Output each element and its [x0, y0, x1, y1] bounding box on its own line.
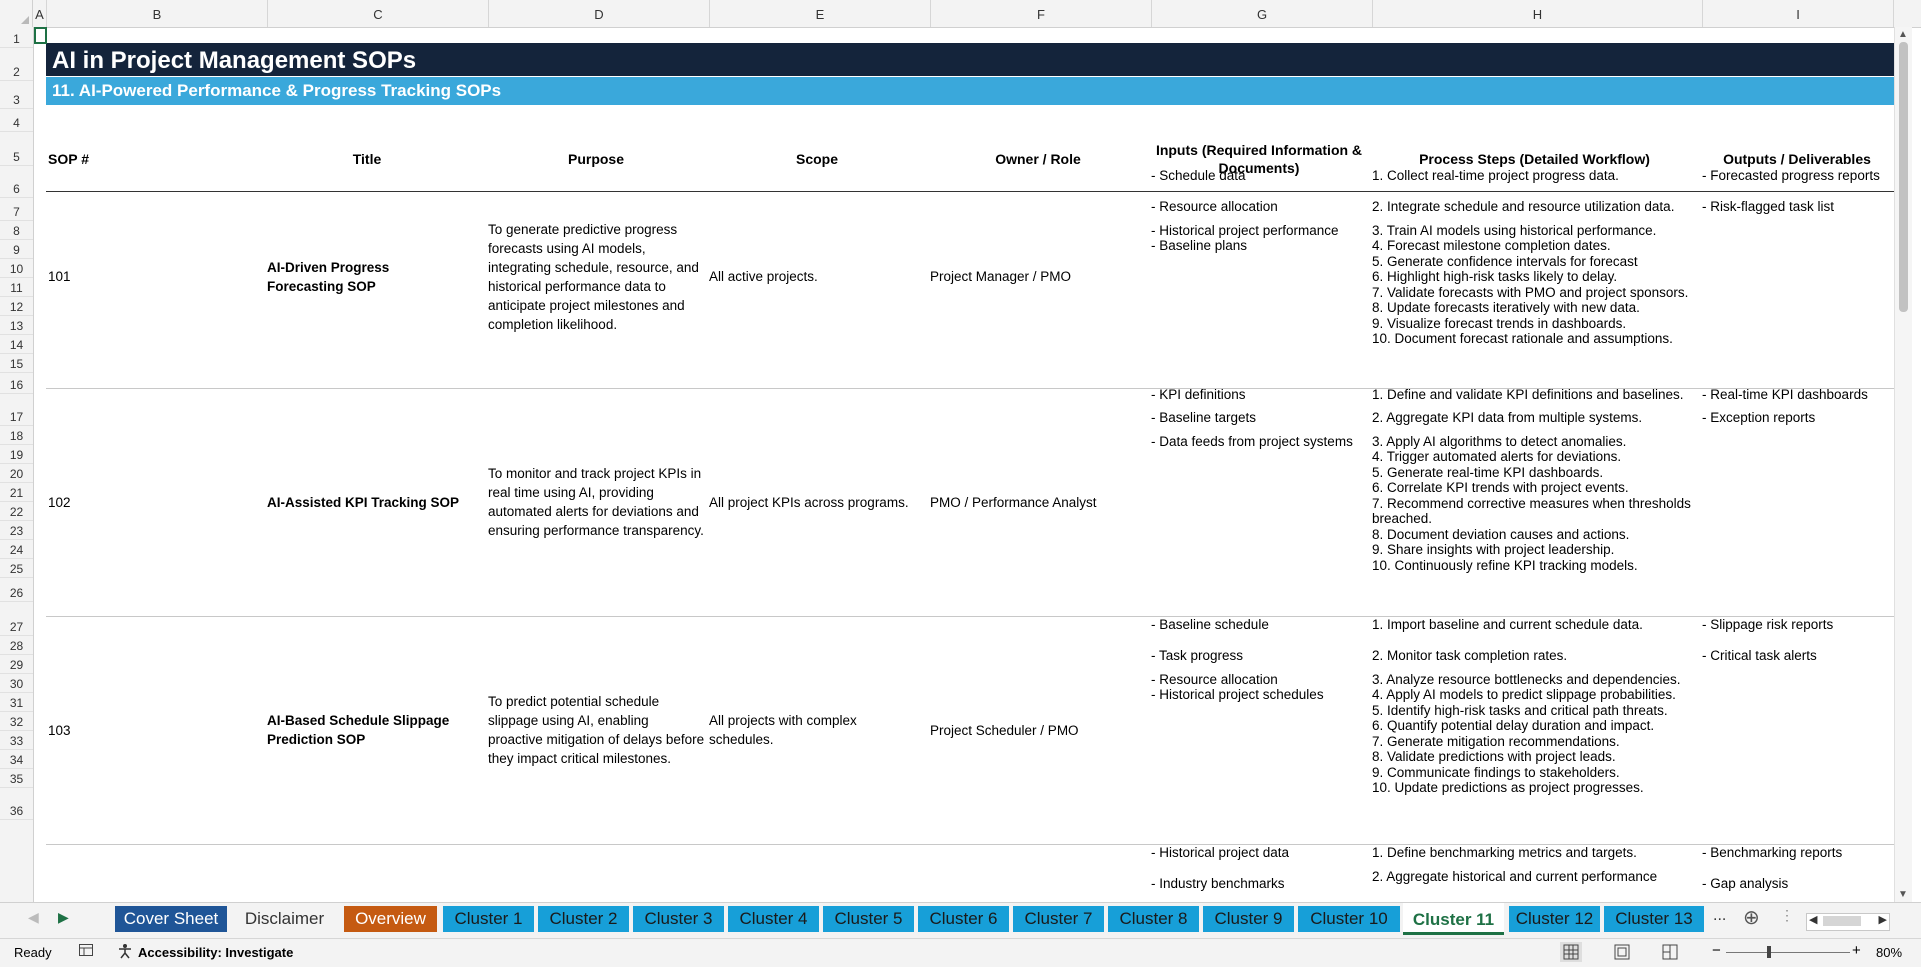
sop-number-cell[interactable]: 103: [48, 722, 71, 738]
sop-outputs-item: - Risk-flagged task list: [1702, 199, 1835, 214]
row-header-24[interactable]: 24: [0, 540, 33, 559]
sop-steps-item: 5. Generate confidence intervals for forecast: [1372, 254, 1638, 269]
accessibility-icon[interactable]: [116, 943, 134, 962]
col-header-b[interactable]: B: [47, 0, 268, 27]
sop-row: [46, 388, 1894, 617]
zoom-level[interactable]: 80%: [1876, 945, 1903, 960]
row-header-19[interactable]: 19: [0, 445, 33, 464]
sop-steps-item: 7. Generate mitigation recommendations.: [1372, 734, 1620, 749]
sop-inputs-item: - Task progress: [1151, 648, 1244, 663]
sheet-tab-cluster-13[interactable]: Cluster 13: [1604, 906, 1704, 932]
sop-title-cell[interactable]: AI-Assisted KPI Tracking SOP: [267, 494, 460, 510]
row-header-23[interactable]: 23: [0, 521, 33, 540]
sop-steps-item: 6. Highlight high-risk tasks likely to delay.: [1372, 269, 1618, 284]
sop-outputs-item: - Real-time KPI dashboards: [1702, 388, 1868, 402]
sop-steps-item: 1. Import baseline and current schedule data.: [1372, 617, 1643, 632]
sop-row: [46, 844, 1894, 902]
more-tabs-indicator[interactable]: ...: [1713, 907, 1727, 924]
sop-steps-item: 6. Quantify potential delay duration and impact.: [1372, 718, 1655, 733]
col-header-h[interactable]: H: [1373, 0, 1703, 27]
scroll-up-icon[interactable]: ▲: [1898, 29, 1908, 40]
active-cell-a1[interactable]: [34, 27, 47, 44]
row-header-30[interactable]: 30: [0, 674, 33, 693]
sop-inputs-cell[interactable]: [1151, 844, 1367, 902]
section-title[interactable]: 11. AI-Powered Performance & Progress Tracking SOPs: [46, 77, 1894, 105]
header-sop-number[interactable]: SOP #: [48, 151, 89, 167]
col-header-d[interactable]: D: [489, 0, 710, 27]
sop-scope-cell[interactable]: All active projects.: [709, 269, 818, 284]
row-header-16[interactable]: 16: [0, 373, 33, 394]
page-break-view-icon[interactable]: [1660, 942, 1680, 965]
sheet-tab-cluster-4[interactable]: Cluster 4: [728, 906, 819, 932]
sop-number-cell[interactable]: 101: [48, 269, 71, 284]
row-header-14[interactable]: 14: [0, 335, 33, 354]
status-ready: Ready: [14, 945, 52, 960]
row-header-18[interactable]: 18: [0, 426, 33, 445]
sop-outputs-item: - Gap analysis: [1702, 876, 1789, 891]
page-layout-view-icon[interactable]: [1612, 942, 1632, 965]
row-header-20[interactable]: 20: [0, 464, 33, 483]
sop-outputs-item: - Benchmarking reports: [1702, 845, 1843, 860]
sop-number-cell[interactable]: 102: [48, 494, 71, 510]
sop-inputs-item: - Data feeds from project systems: [1151, 434, 1353, 449]
sop-steps-item: 3. Apply AI algorithms to detect anomalies.: [1372, 434, 1627, 449]
macro-record-icon[interactable]: [78, 942, 94, 961]
sop-steps-item: 10. Document forecast rationale and assumptions.: [1372, 331, 1673, 346]
sop-inputs-cell[interactable]: [1151, 388, 1367, 616]
tab-scroll-left-icon[interactable]: ◀: [28, 909, 39, 925]
sop-inputs-item: - Resource allocation: [1151, 199, 1278, 214]
sop-inputs-item: - Historical project performance: [1151, 223, 1339, 238]
zoom-slider[interactable]: [1726, 952, 1850, 953]
sop-steps-item: 6. Correlate KPI trends with project events.: [1372, 480, 1629, 495]
sop-purpose-cell[interactable]: To monitor and track project KPIs in real time using AI, providing automated alerts for deviations and ensuring performance transparency.: [488, 466, 704, 538]
sheet-tab-cluster-10[interactable]: Cluster 10: [1298, 906, 1400, 932]
sheet-tab-overview[interactable]: Overview: [344, 906, 437, 932]
sop-row: [46, 616, 1894, 845]
col-header-i[interactable]: I: [1703, 0, 1894, 27]
row-header-22[interactable]: 22: [0, 502, 33, 521]
row-header-6[interactable]: 6: [0, 166, 33, 198]
zoom-slider-thumb[interactable]: [1767, 946, 1771, 958]
sop-steps-item: 7. Recommend corrective measures when thresholds: [1372, 496, 1691, 511]
sop-steps-item: 7. Validate forecasts with PMO and project sponsors.: [1372, 285, 1689, 300]
col-header-c[interactable]: C: [268, 0, 489, 27]
sop-steps-item: 2. Monitor task completion rates.: [1372, 648, 1568, 663]
row-header-15[interactable]: 15: [0, 354, 33, 373]
sheet-tab-cluster-6[interactable]: Cluster 6: [918, 906, 1009, 932]
row-header-12[interactable]: 12: [0, 297, 33, 316]
sheet-title[interactable]: AI in Project Management SOPs: [46, 43, 1894, 76]
row-header-35[interactable]: 35: [0, 769, 33, 788]
sop-inputs-item: - Schedule data: [1151, 168, 1246, 183]
sop-owner-cell[interactable]: Project Manager / PMO: [930, 269, 1072, 284]
sop-inputs-cell[interactable]: [1151, 165, 1367, 388]
vertical-scroll-thumb[interactable]: [1899, 42, 1908, 312]
hscroll-right-icon[interactable]: ▶: [1878, 914, 1887, 926]
row-header-33[interactable]: 33: [0, 731, 33, 750]
sop-steps-cell[interactable]: [1372, 165, 1697, 388]
vertical-scrollbar[interactable]: [1894, 27, 1912, 902]
header-scope[interactable]: Scope: [795, 151, 838, 167]
sheet-tab-cover-sheet[interactable]: Cover Sheet: [115, 906, 227, 932]
row-header-3[interactable]: 3: [0, 81, 33, 109]
hscroll-left-icon[interactable]: ◀: [1809, 914, 1818, 926]
sop-steps-item: 9. Visualize forecast trends in dashboards.: [1372, 316, 1627, 331]
sop-steps-item: 2. Integrate schedule and resource utilization data.: [1372, 199, 1675, 214]
col-header-e[interactable]: E: [710, 0, 931, 27]
sop-owner-cell[interactable]: Project Scheduler / PMO: [930, 722, 1079, 738]
sheet-tab-cluster-9[interactable]: Cluster 9: [1203, 906, 1294, 932]
sop-outputs-cell[interactable]: [1702, 165, 1892, 388]
row-header-9[interactable]: 9: [0, 240, 33, 259]
row-header-5[interactable]: 5: [0, 132, 33, 166]
row-header-21[interactable]: 21: [0, 483, 33, 502]
row-header-8[interactable]: 8: [0, 221, 33, 240]
header-inputs[interactable]: Inputs (Required Information & Documents): [1155, 142, 1363, 176]
sop-steps-item: 10. Update predictions as project progresses.: [1372, 780, 1644, 795]
sop-steps-item: 1. Collect real-time project progress data.: [1372, 168, 1619, 183]
sop-title-cell[interactable]: [267, 844, 467, 902]
sheet-tab-disclaimer[interactable]: Disclaimer: [244, 909, 325, 928]
row-header-32[interactable]: 32: [0, 712, 33, 731]
sop-title-cell[interactable]: AI-Driven Progress Forecasting SOP: [267, 259, 390, 294]
sop-steps-item: 8. Update forecasts iteratively with new data.: [1372, 300, 1640, 315]
col-header-f[interactable]: F: [931, 0, 1152, 27]
row-header-17[interactable]: 17: [0, 394, 33, 426]
sop-purpose-cell[interactable]: [488, 844, 706, 902]
sheet-tab-cluster-11[interactable]: Cluster 11: [1403, 903, 1504, 935]
sop-outputs-item: - Exception reports: [1702, 410, 1816, 425]
sop-inputs-item: - Historical project schedules: [1151, 687, 1324, 702]
sop-steps-item: 9. Communicate findings to stakeholders.: [1372, 765, 1620, 780]
sop-purpose-cell[interactable]: To predict potential schedule slippage using AI, enabling proactive mitigation of delays before they impact critical milestones.: [488, 694, 705, 766]
scroll-down-icon[interactable]: ▼: [1898, 889, 1908, 900]
row-header-26[interactable]: 26: [0, 578, 33, 602]
sop-steps-item: 3. Analyze resource bottlenecks and dependencies.: [1372, 672, 1681, 687]
splitter-handle-icon[interactable]: ⋮: [1780, 907, 1794, 923]
sop-outputs-item: - Slippage risk reports: [1702, 617, 1834, 632]
add-sheet-icon[interactable]: ⊕: [1743, 907, 1760, 929]
col-header-a[interactable]: A: [33, 0, 47, 27]
sop-owner-cell[interactable]: [930, 844, 1146, 902]
row-header-11[interactable]: 11: [0, 278, 33, 297]
header-title[interactable]: Title: [352, 151, 382, 167]
row-header-10[interactable]: 10: [0, 259, 33, 278]
sop-steps-cell[interactable]: [1372, 388, 1697, 616]
tab-scroll-right-icon[interactable]: ▶: [58, 909, 69, 925]
sop-outputs-cell[interactable]: [1702, 616, 1892, 844]
sop-steps-item: 4. Forecast milestone completion dates.: [1372, 238, 1611, 253]
row-header-13[interactable]: 13: [0, 316, 33, 335]
sheet-tab-cluster-3[interactable]: Cluster 3: [633, 906, 724, 932]
header-purpose[interactable]: Purpose: [567, 151, 624, 167]
sop-steps-item: 5. Generate real-time KPI dashboards.: [1372, 465, 1604, 480]
zoom-in-icon[interactable]: +: [1852, 942, 1861, 959]
row-header-29[interactable]: 29: [0, 655, 33, 674]
sop-steps-item: 5. Identify high-risk tasks and critical path threats.: [1372, 703, 1668, 718]
sop-scope-cell[interactable]: All projects with complex schedules.: [709, 713, 857, 747]
sop-inputs-item: - KPI definitions: [1151, 388, 1246, 402]
row-header-36[interactable]: 36: [0, 788, 33, 820]
sheet-tab-cluster-5[interactable]: Cluster 5: [823, 906, 914, 932]
sheet-tab-cluster-2[interactable]: Cluster 2: [538, 906, 629, 932]
row-header-4[interactable]: 4: [0, 109, 33, 132]
sop-inputs-item: - Resource allocation: [1151, 672, 1278, 687]
hscroll-thumb[interactable]: [1823, 916, 1861, 926]
sheet-tab-cluster-8[interactable]: Cluster 8: [1108, 906, 1199, 932]
sop-outputs-cell[interactable]: [1702, 844, 1892, 902]
sop-inputs-item: - Baseline schedule: [1151, 617, 1269, 632]
sheet-tab-cluster-12[interactable]: Cluster 12: [1509, 906, 1600, 932]
sop-inputs-item: - Baseline targets: [1151, 410, 1257, 425]
sop-number-cell[interactable]: [48, 844, 198, 902]
sop-inputs-item: - Baseline plans: [1151, 238, 1248, 253]
sop-steps-item: 4. Trigger automated alerts for deviations.: [1372, 449, 1622, 464]
status-bar: [0, 938, 1921, 967]
row-header-7[interactable]: 7: [0, 198, 33, 221]
row-header-31[interactable]: 31: [0, 693, 33, 712]
row-header-25[interactable]: 25: [0, 559, 33, 578]
sop-purpose-cell[interactable]: To generate predictive progress forecasts using AI models, integrating schedule, resource, and historical performance data to anticipate project milestones and completion likelihood.: [488, 221, 699, 332]
sop-row: [46, 165, 1894, 389]
select-all-corner[interactable]: [0, 0, 33, 27]
sheet-tab-bar: [0, 902, 1921, 939]
header-owner[interactable]: Owner / Role: [995, 151, 1081, 167]
sop-title-cell[interactable]: AI-Based Schedule Slippage Prediction SOP: [267, 713, 450, 747]
sop-steps-item: 2. Aggregate historical and current performance: [1372, 869, 1658, 884]
column-header-bar: [0, 0, 1921, 28]
sop-scope-cell[interactable]: [709, 844, 925, 902]
spreadsheet-grid[interactable]: [34, 27, 1894, 902]
sop-steps-item: 3. Train AI models using historical performance.: [1372, 223, 1657, 238]
row-header-2[interactable]: 2: [0, 48, 33, 81]
normal-view-icon[interactable]: [1560, 942, 1582, 962]
sop-inputs-cell[interactable]: [1151, 616, 1367, 844]
accessibility-status[interactable]: Accessibility: Investigate: [138, 945, 294, 960]
sop-outputs-item: - Forecasted progress reports: [1702, 168, 1880, 183]
col-header-g[interactable]: G: [1152, 0, 1373, 27]
sop-steps-item: 10. Continuously refine KPI tracking models.: [1372, 558, 1638, 573]
sop-steps-item: 1. Define benchmarking metrics and targets.: [1372, 845, 1637, 860]
sop-steps-item: 8. Document deviation causes and actions.: [1372, 527, 1630, 542]
sop-steps-item: 1. Define and validate KPI definitions and baselines.: [1372, 388, 1684, 402]
row-header-bar: [0, 27, 34, 902]
row-header-27[interactable]: 27: [0, 602, 33, 636]
sop-steps-item: 8. Validate predictions with project leads.: [1372, 749, 1616, 764]
sop-steps-cell[interactable]: [1372, 844, 1697, 902]
horizontal-scrollbar[interactable]: [1806, 913, 1890, 931]
header-process-steps[interactable]: Process Steps (Detailed Workflow): [1419, 151, 1650, 167]
row-header-34[interactable]: 34: [0, 750, 33, 769]
sop-inputs-item: - Industry benchmarks: [1151, 876, 1285, 891]
row-header-28[interactable]: 28: [0, 636, 33, 655]
sop-outputs-item: - Critical task alerts: [1702, 648, 1817, 663]
sop-steps-item: breached.: [1372, 511, 1433, 526]
sop-steps-item: 9. Share insights with project leadership.: [1372, 542, 1615, 557]
sop-outputs-cell[interactable]: [1702, 388, 1892, 616]
sop-owner-cell[interactable]: PMO / Performance Analyst: [930, 494, 1097, 510]
sop-inputs-item: - Historical project data: [1151, 845, 1290, 860]
sheet-tab-cluster-7[interactable]: Cluster 7: [1013, 906, 1104, 932]
zoom-out-icon[interactable]: −: [1712, 942, 1721, 959]
sop-steps-item: 2. Aggregate KPI data from multiple systems.: [1372, 410, 1643, 425]
sop-steps-cell[interactable]: [1372, 616, 1697, 844]
row-header-1[interactable]: 1: [0, 27, 33, 48]
sop-scope-cell[interactable]: All project KPIs across programs.: [709, 494, 909, 510]
sop-steps-item: 4. Apply AI models to predict slippage probabilities.: [1372, 687, 1676, 702]
header-outputs[interactable]: Outputs / Deliverables: [1723, 151, 1871, 167]
sheet-tab-cluster-1[interactable]: Cluster 1: [443, 906, 534, 932]
